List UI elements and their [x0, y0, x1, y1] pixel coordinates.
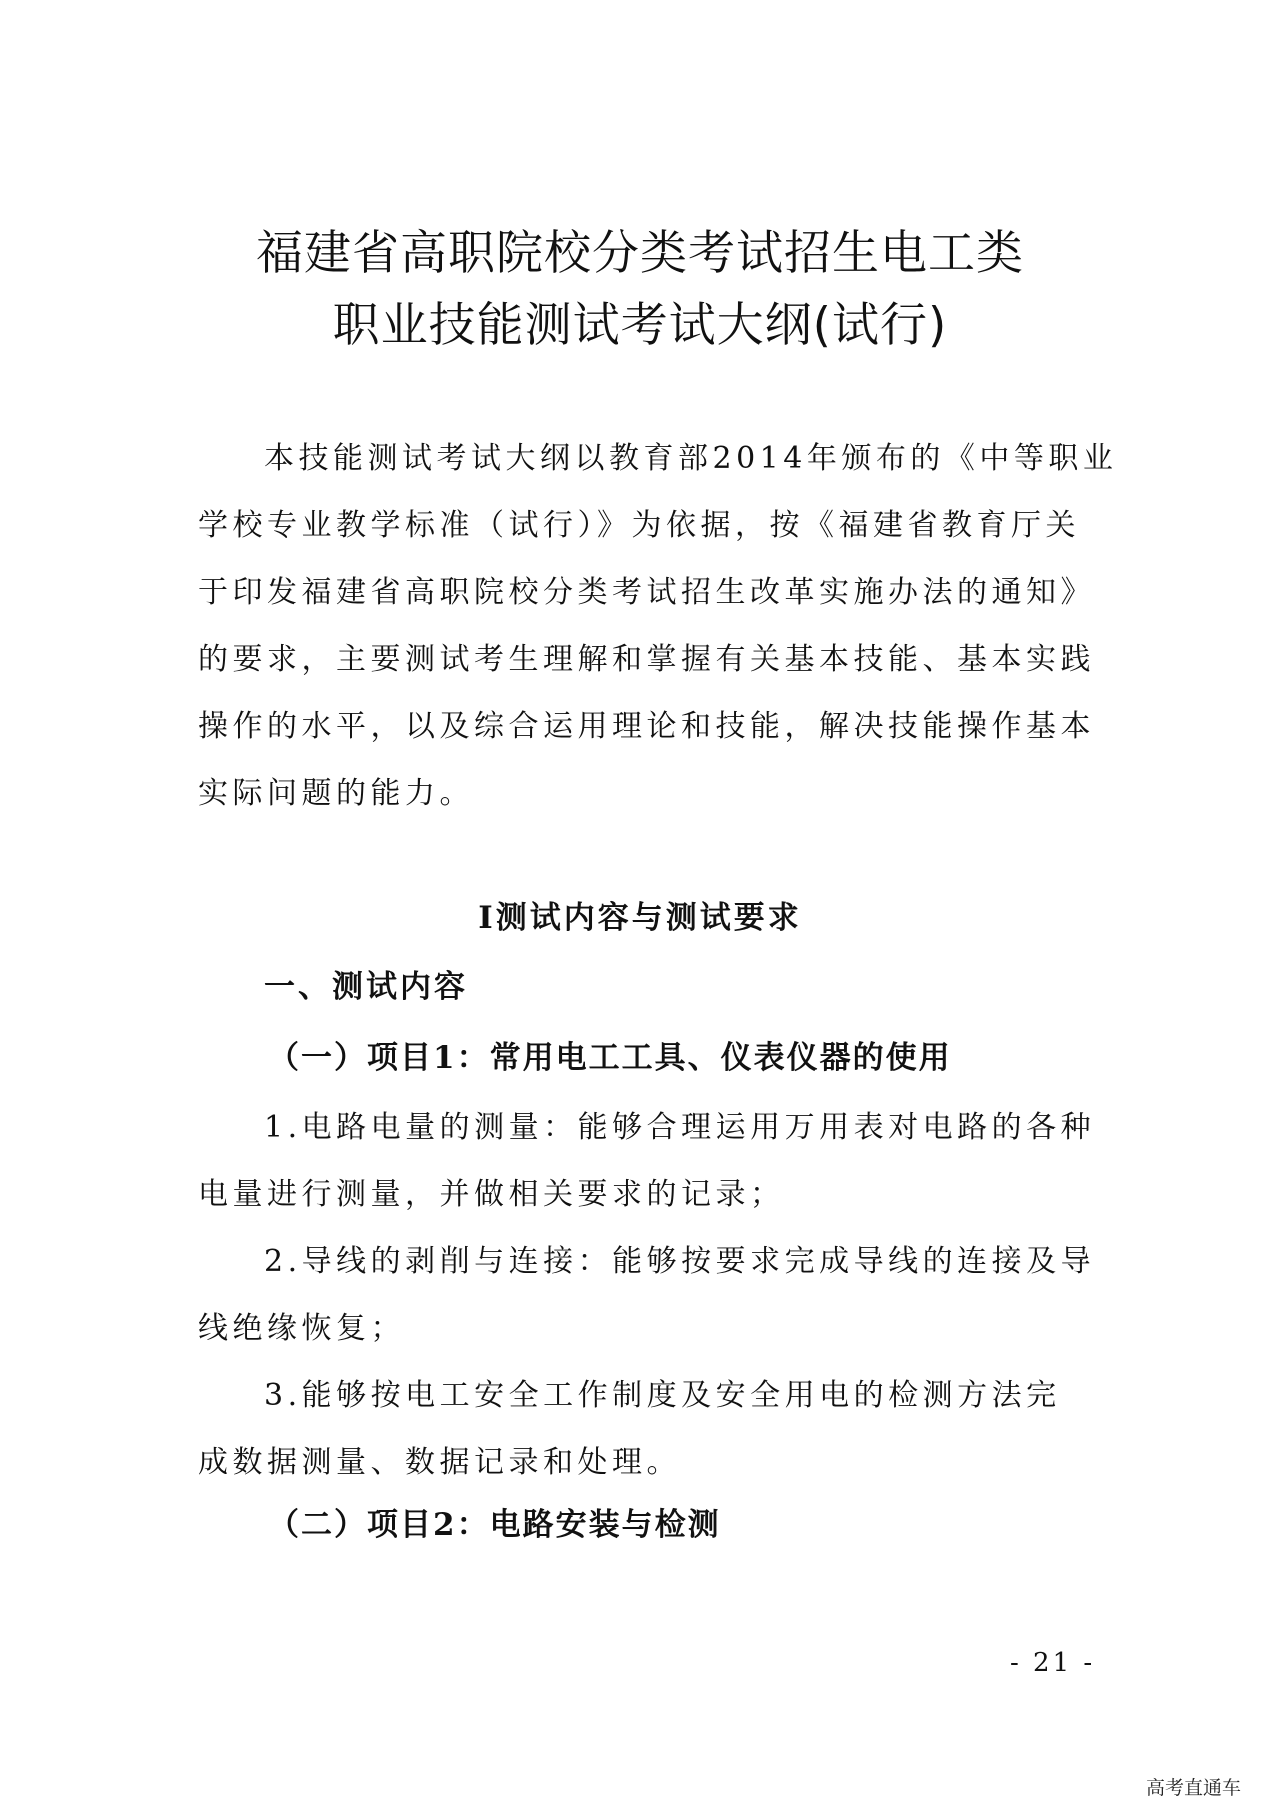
list-item-line: 成数据测量、数据记录和处理。 — [198, 1445, 681, 1480]
intro-line: 本技能测试考试大纲以教育部2014年颁布的《中等职业 — [264, 441, 1118, 476]
heading-test-content: 一、测试内容 — [264, 969, 468, 1005]
page-number: - 21 - — [1010, 1648, 1096, 1678]
intro-paragraph — [198, 425, 1118, 827]
title-line-2: 职业技能测试考试大纲(试行) — [332, 298, 948, 353]
intro-line: 的要求，主要测试考生理解和掌握有关基本技能、基本实践 — [198, 642, 1095, 677]
project-1-heading: （一）项目1：常用电工工具、仪表仪器的使用 — [268, 1040, 952, 1076]
watermark: 高考直通车 — [1146, 1777, 1242, 1799]
list-item-line: 1.电路电量的测量：能够合理运用万用表对电路的各种 — [264, 1110, 1096, 1145]
list-item-line: 2.导线的剥削与连接：能够按要求完成导线的连接及导 — [264, 1244, 1096, 1279]
intro-line: 学校专业教学标准（试行）》为依据，按《福建省教育厅关 — [198, 508, 1080, 543]
intro-line: 实际问题的能力。 — [198, 776, 474, 811]
section-heading: Ⅰ测试内容与测试要求 — [478, 900, 802, 936]
list-item-line: 线绝缘恢复； — [198, 1311, 405, 1346]
list-item-line: 电量进行测量，并做相关要求的记录； — [198, 1177, 785, 1212]
intro-line: 于印发福建省高职院校分类考试招生改革实施办法的通知》 — [198, 575, 1095, 610]
document-title — [0, 218, 1280, 362]
project-1-items — [198, 1094, 1098, 1496]
project-2-heading: （二）项目2：电路安装与检测 — [268, 1507, 721, 1543]
list-item-line: 3.能够按电工安全工作制度及安全用电的检测方法完 — [264, 1378, 1061, 1413]
title-line-1: 福建省高职院校分类考试招生电工类 — [256, 226, 1024, 281]
intro-line: 操作的水平，以及综合运用理论和技能，解决技能操作基本 — [198, 709, 1095, 744]
